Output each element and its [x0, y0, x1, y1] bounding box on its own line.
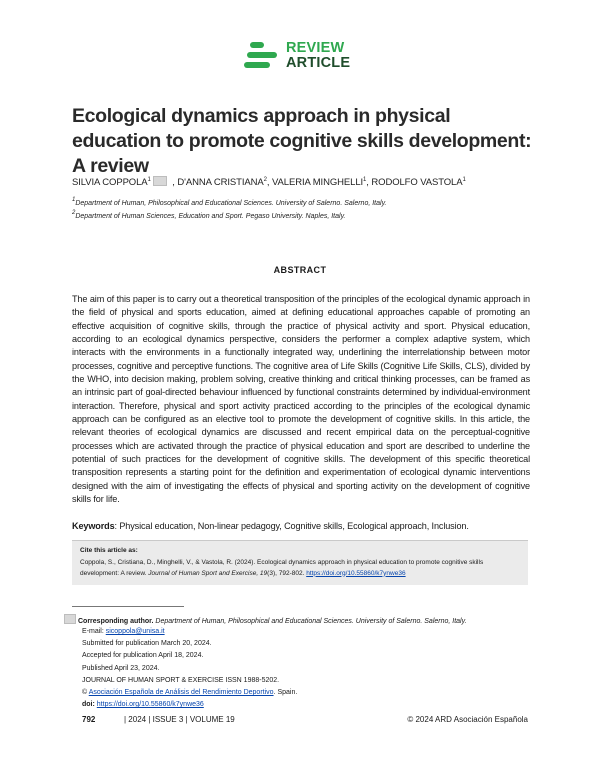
citation-doi-link[interactable]: https://doi.org/10.55860/k7ynwe36 — [306, 569, 406, 577]
badge-line2: ARTICLE — [286, 55, 351, 71]
page-number: 792 — [82, 715, 96, 724]
issue-info: | 2024 | ISSUE 3 | VOLUME 19 — [124, 715, 235, 724]
affiliation-1: $^1$Department of Human, Philosophical and Educational Sciences. University of Salerno. Salerno, Italy. — [72, 197, 387, 207]
footnote-divider — [72, 606, 184, 607]
article-metadata: E-mail: sicoppola@unisa.it Submitted for publication March 20, 2024. Accepted for publication April 18, 2024. Published April 23, 2024. JOURNAL OF HUMAN SPORT & EXERCISE ISSN 1988-5202. © Asociación Española de Análisis del Rendimiento Deportivo. Spain. doi: https://doi.org/10.55860/k7ynwe36 — [82, 628, 298, 709]
author-name[interactable]: SILVIA COPPOLA — [72, 177, 148, 188]
author-name[interactable]: VALERIA MINGHELLI — [272, 177, 364, 188]
badge-line1: REVIEW — [286, 40, 345, 56]
doi-link[interactable]: https://doi.org/10.55860/k7ynwe36 — [96, 701, 204, 709]
page-footer — [72, 715, 528, 727]
copyright-org-link[interactable]: Asociación Española de Análisis del Rendimiento Deportivo — [88, 689, 274, 697]
submitted-date: Submitted for publication March 20, 2024. — [82, 640, 212, 648]
author-list: SILVIA COPPOLA$^1$ , D'ANNA CRISTIANA$^2$, VALERIA MINGHELLI$^1$, RODOLFO VASTOLA$^1$ — [72, 177, 466, 188]
citation-journal: Journal of Human Sport and Exercise, 19 — [148, 569, 268, 577]
citation-text: Coppola, S., Cristiana, D., Minghelli, V., & Vastola, R. (2024). Ecological dynamics approach in physical education to promote cognitive skills development: A review. Journal of Human Sport and Exercise, 19(3), 792-802. https://doi.org/10.55860/k7ynwe36 — [80, 559, 484, 577]
accepted-date: Accepted for publication April 18, 2024. — [82, 652, 204, 660]
published-date: Published April 23, 2024. — [82, 664, 160, 672]
keywords-label: Keywords — [72, 521, 115, 531]
review-article-badge — [244, 40, 356, 70]
citation-label: Cite this article as: — [80, 547, 138, 554]
abstract-heading: ABSTRACT — [273, 265, 327, 275]
keywords-line — [72, 521, 542, 531]
author-name[interactable]: D'ANNA CRISTIANA — [177, 177, 264, 188]
author-name[interactable]: RODOLFO VASTOLA — [371, 177, 463, 188]
paper-title: Ecological dynamics approach in physical education to promote cognitive skills development: A review — [72, 105, 532, 177]
abstract-body: The aim of this paper is to carry out a theoretical transposition of the principles of the ecological dynamic approach in the field of physical and sports education, aimed at defining educational approaches capable of promoting an effective acquisition of cognitive skills, through the practice of physical activity and sport. Physical education, according to an ecological dynamics perspective, considers the performer a complex adaptive system, which interacts with the environments in a functionally integrated way, underlining the interrelationship between motor processes, cognitive and perceptive functions. The cognitive area of Life Skills (Cognitive Life Skills, CLS), divided by the WHO, into decision making, problem solving, creative thinking and critical thinking processes, can be framed as an intrinsic part of goal-directed behaviour influenced by functional constraints determined by individual-environment interaction. Therefore, physical and sport activity practiced according to the principles of the ecological dynamic approach can be configured as an elective tool to promote the development of cognitive skills. In this article, the relevant theories of ecological dynamics are discussed and recent empirical data on the perceptual-cognitive processes which are activated through the practice of physical education and sport are described to underline the potential of such practices for the development of cognitive skills. The development of this specific theoretical transposition represents a starting point for the definition and experimentation of ecological dynamic interventions designed with the aim of investigating the effects of physical and sporting activity on the development of cognitive skills for life. — [72, 294, 530, 505]
email-link[interactable]: sicoppola@unisa.it — [105, 628, 165, 635]
affiliation-2: $^2$Department of Human Sciences, Education and Sport. Pegaso University. Naples, Italy. — [72, 210, 346, 220]
stripes-icon — [244, 40, 282, 70]
email-icon[interactable] — [64, 614, 76, 624]
footer-copyright: © 2024 ARD Asociación Española — [407, 715, 528, 724]
corresponding-label: Corresponding author. — [78, 618, 154, 625]
email-icon[interactable] — [153, 176, 167, 186]
journal-issn: JOURNAL OF HUMAN SPORT & EXERCISE ISSN 1988-5202. — [82, 676, 280, 684]
corresponding-author: Corresponding author. Department of Human, Philosophical and Educational Sciences. University of Salerno. Salerno, Italy. — [64, 614, 467, 625]
doi-label: doi: — [82, 701, 95, 709]
citation-box — [72, 540, 528, 585]
keywords-text: : Physical education, Non-linear pedagogy, Cognitive skills, Ecological approach, Inclusion. — [114, 521, 469, 531]
